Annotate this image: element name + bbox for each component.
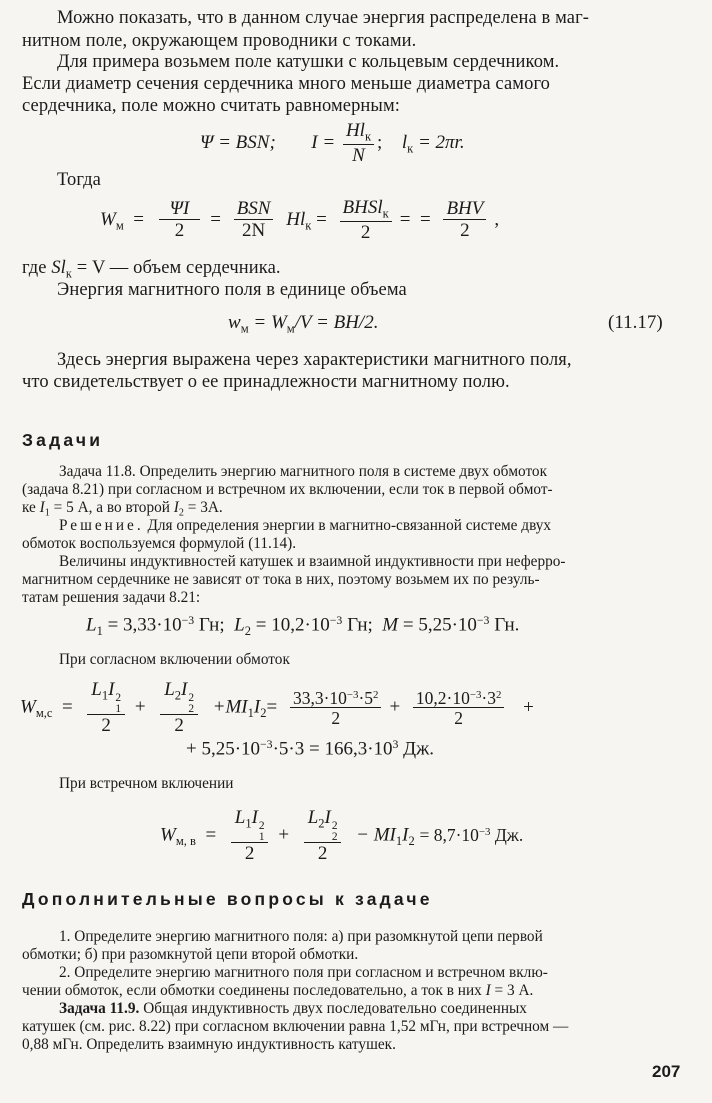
subscript: м, в [175,834,196,849]
denominator: 2 [360,221,371,243]
subscript: м [240,321,249,336]
subscript: м,с [35,706,53,721]
text: чении обмоток, если обмотки соединены последовательно, а ток в них [22,982,482,999]
subscript: к [305,218,312,233]
numerator: ·3 [481,687,496,708]
formula-text: ·5·3 = 166,3·10 [272,738,393,760]
denominator: 2 [331,707,341,728]
formula-text: − MI [356,824,396,846]
text: = V — объем сердечника. [76,258,281,278]
numerator: ΨI [169,198,190,220]
section-heading: Задачи [22,430,104,450]
denominator: N [352,144,365,166]
superscript: −3 [329,614,343,627]
unit: Гн; [347,614,373,636]
subscript: к [382,206,389,221]
text-line: Величины индуктивностей катушек и взаимной индуктивности при неферро- [59,553,566,570]
formula-inductances: $L_1 = 3,33\cdot 10^{-3}$ Гн; $L_2 = 10,2\cdot 10^{-3}$ Гн; $M = 5,25\cdot 10^{-3}$ Гн. [86,614,520,638]
fraction: $L_1I$ 2 1 2 [87,680,125,737]
text-line: 1. Определите энергию магнитного поля: а) при разомкнутой цепи первой [59,928,543,945]
text-line: Здесь энергия выражена через характеристики магнитного поля, [57,350,572,370]
formula-text: w [228,312,241,333]
text: = 3 А. [494,982,534,999]
text: Общая индуктивность двух последовательно соединенных [143,1000,527,1017]
formula-text: Hl [286,209,306,231]
task-title: Задача 11.9. [59,1000,140,1017]
subscript: к [65,266,72,281]
numerator: ·5 [358,687,374,708]
fraction: $\frac{10,2\cdot 10^{-3}\cdot 3^2}{2}$ [413,689,505,729]
numerator: BHSl [342,197,383,218]
text: ке [22,499,36,516]
formula-text: = 10,2·10 [255,614,330,636]
numerator: 10,2·10 [415,687,470,708]
fraction: $\frac{33,3\cdot 10^{-3}\cdot 5^2}{2}$ [290,689,382,729]
text-line: обмоток воспользуемся формулой (11.14). [22,535,297,552]
text-line [59,463,547,481]
formula-text: /V = BH/2. [294,312,379,333]
text-line: Для примера возьмем поле катушки с кольцевым сердечником. [57,52,560,72]
numerator: Hl [345,120,365,141]
formula-wmv: $W_{м, в}$ = $L_1I$ 2 1 2 + $L_2I$ 2 2 2 − $MI_1I_2 = 8,7\cdot 10^{-3}$ Дж. [160,807,524,864]
fraction [159,199,201,242]
numerator: 33,3·10 [292,687,347,708]
text-line: где $Sl_к = V$ — объем сердечника. [22,258,281,281]
subscript: к [407,141,414,156]
text: = 5 А, а во второй [53,499,170,516]
text-line: 2. Определите энергию магнитного поля при согласном и встречном вклю- [59,964,548,981]
text-line: чении обмоток, если обмотки соединены последовательно, а ток в них I = 3 А. [22,982,534,999]
section-heading: Дополнительные вопросы к задаче [22,889,433,909]
formula-text: Ψ = BSN; [200,132,276,154]
subscript: м [286,321,295,336]
text-line: Можно показать, что в данном случае энергия распределена в маг- [57,8,590,28]
text-line: сердечника, поле можно считать равномерным: [22,96,400,116]
text-line: нитном поле, окружающем проводники с токами. [22,31,417,51]
formula-text: = 3,33·10 [107,614,182,636]
subscript: м [115,218,124,233]
text-line: Тогда [57,170,101,190]
subscript: к [364,129,372,144]
text-line: Энергия магнитного поля в единице объема [57,280,407,300]
text-line: ке $I_1 = 5$ А, а во второй $I_2 = 3А$. [22,499,223,519]
formula-text: = W [253,312,287,333]
formula-text: + 5,25·10 [186,738,261,760]
task-title: Задача 11.8. [59,463,136,480]
fraction [443,199,486,242]
denominator: 2 [460,220,470,242]
solution-label: Решение. [59,517,144,534]
text-line: катушек (см. рис. 8.22) при согласном включении равна 1,52 мГн, при встречном — [22,1018,569,1035]
formula-text: +MI [212,696,248,718]
formula-text: I = [311,132,336,154]
text: Определить энергию магнитного поля в системе двух обмоток [139,463,548,480]
denominator: 2 [174,220,185,242]
unit: Гн; [198,614,225,636]
text-line: (задача 8.21) при согласном и встречном их включении, если ток в первой обмот- [22,481,553,498]
text-line [59,1000,527,1018]
text-line: что свидетельствует о ее принадлежности магнитному полю. [22,372,510,392]
text-line: 0,88 мГн. Определить взаимную индуктивность катушек. [22,1036,396,1053]
equation-number: (11.17) [608,312,663,333]
fraction [343,121,374,166]
denominator: 2N [241,220,266,242]
text: где [22,258,47,278]
formula-text: = 2πr. [417,132,465,154]
formula-text: = 5,25·10 [402,614,477,636]
formula-text: W [100,209,116,231]
fraction: $L_1I$ 2 1 2 [231,808,269,865]
denominator: 2 [454,707,464,728]
superscript: −3 [181,614,195,627]
formula-text: = 8,7·10 [419,824,479,845]
text-line: магнитном сердечнике не зависят от тока в них, поэтому возьмем их по резуль- [22,571,540,588]
unit: Дж. [494,824,524,845]
fraction: $L_2I$ 2 2 2 [160,680,198,737]
formula-wm: $W_м$ = $\frac{\Psi I}{2}$ = $\frac{\text{BSN}}{2N}$ $Hl_к$ = $\frac{BHSl_к}{2}$ = = $\frac{\text{BHV}}{2}$ , [100,197,500,243]
numerator: BSN [236,198,271,220]
formula-wmc: $W_{м,с}$ = $L_1I$ 2 1 2 + $L_2I$ 2 2 2 $+MI_1I_2=$ $\frac{33,3\cdot 10^{-3}\cdot 5^2}{2}$ + $\frac{10,2\cdot 10^{-3}\cdot 3^2}{2}$ + [20,679,534,736]
text-line [59,517,551,535]
formula-psi: Ψ = BSN; I = $\frac{Hl_к}{N}$ ; $l_к = 2\pi r$. [200,120,465,166]
unit: Гн. [494,614,520,636]
fraction [340,198,392,243]
text-line: татам решения задачи 8.21: [22,589,201,606]
text: Для определения энергии в магнитно-связанной системе двух [147,517,552,534]
text-line: При встречном включении [59,775,234,792]
text-line: обмотки; б) при разомкнутой цепи второй обмотки. [22,946,359,963]
unit: Дж. [403,738,435,760]
numerator: BHV [446,198,484,220]
superscript: −3 [476,614,490,627]
formula-wmc-result: + $5,25\cdot 10^{-3}\cdot 5\cdot 3 = 166,3\cdot 10^3$ Дж. [186,738,435,760]
page-number: 207 [652,1062,681,1081]
text-line: Если диаметр сечения сердечника много меньше диаметра самого [22,74,551,94]
fraction: $L_2I$ 2 2 2 [304,808,342,865]
formula-11-17 [228,312,378,336]
text: = 3А. [187,499,223,516]
text-line: При согласном включении обмоток [59,651,290,668]
fraction [234,199,274,242]
